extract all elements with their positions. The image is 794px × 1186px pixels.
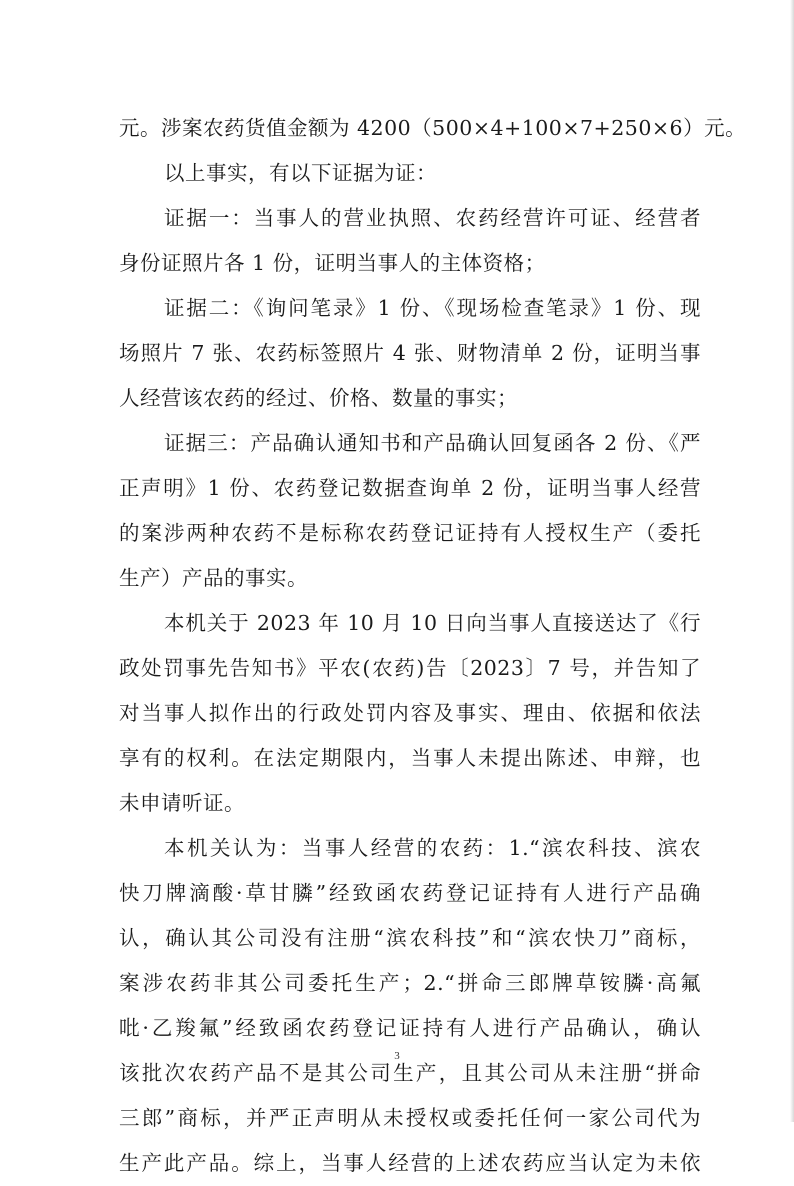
text-line-4: 身份证照片各 1 份，证明当事人的主体资格； <box>119 251 546 275</box>
text-line-7: 人经营该农药的经过、价格、数量的事实； <box>119 386 518 410</box>
page-number: 3 <box>394 1050 400 1062</box>
text-line-15: 享有的权利。在法定期限内，当事人未提出陈述、申辩，也 <box>119 746 701 770</box>
text-line-16: 未申请听证。 <box>119 791 245 815</box>
text-line-21: 吡·乙羧氟”经致函农药登记证持有人进行产品确认，确认 <box>119 1016 701 1040</box>
text-line-2: 以上事实，有以下证据为证： <box>164 161 437 185</box>
text-line-14: 对当事人拟作出的行政处罚内容及事实、理由、依据和依法 <box>119 701 701 725</box>
text-line-5: 证据二：《询问笔录》1 份、《现场检查笔录》1 份、现 <box>164 296 701 320</box>
text-line-19: 认，确认其公司没有注册“滨农科技”和“滨农快刀”商标， <box>119 926 701 950</box>
text-line-22: 该批次农药产品不是其公司生产，且其公司从未注册“拼命 <box>119 1061 701 1085</box>
text-line-12: 本机关于 2023 年 10 月 10 日向当事人直接送达了《行 <box>164 611 701 635</box>
text-line-20: 案涉农药非其公司委托生产；2.“拼命三郎牌草铵膦·高氟 <box>119 971 701 995</box>
text-line-17: 本机关认为：当事人经营的农药：1.“滨农科技、滨农 <box>164 836 701 860</box>
text-line-13: 政处罚事先告知书》平农(农药)告〔2023〕7 号，并告知了 <box>119 656 701 680</box>
document-body <box>119 106 747 1186</box>
text-line-9: 正声明》1 份、农药登记数据查询单 2 份，证明当事人经营 <box>119 476 701 500</box>
text-line-6: 场照片 7 张、农药标签照片 4 张、财物清单 2 份，证明当事 <box>119 341 701 365</box>
text-line-23: 三郎”商标，并严正声明从未授权或委托任何一家公司代为 <box>119 1106 701 1130</box>
text-line-8: 证据三：产品确认通知书和产品确认回复函各 2 份、《严 <box>164 431 701 455</box>
text-line-24: 生产此产品。综上，当事人经营的上述农药应当认定为未依 <box>119 1151 701 1175</box>
text-line-1: 元。涉案农药货值金额为 4200（500×4+100×7+250×6）元。 <box>119 116 747 140</box>
scan-edge-shadow <box>790 0 794 1122</box>
text-line-18: 快刀牌滴酸·草甘膦”经致函农药登记证持有人进行产品确 <box>119 881 701 905</box>
text-line-10: 的案涉两种农药不是标称农药登记证持有人授权生产（委托 <box>119 521 701 545</box>
text-line-3: 证据一：当事人的营业执照、农药经营许可证、经营者 <box>164 206 701 230</box>
text-line-11: 生产）产品的事实。 <box>119 566 308 590</box>
